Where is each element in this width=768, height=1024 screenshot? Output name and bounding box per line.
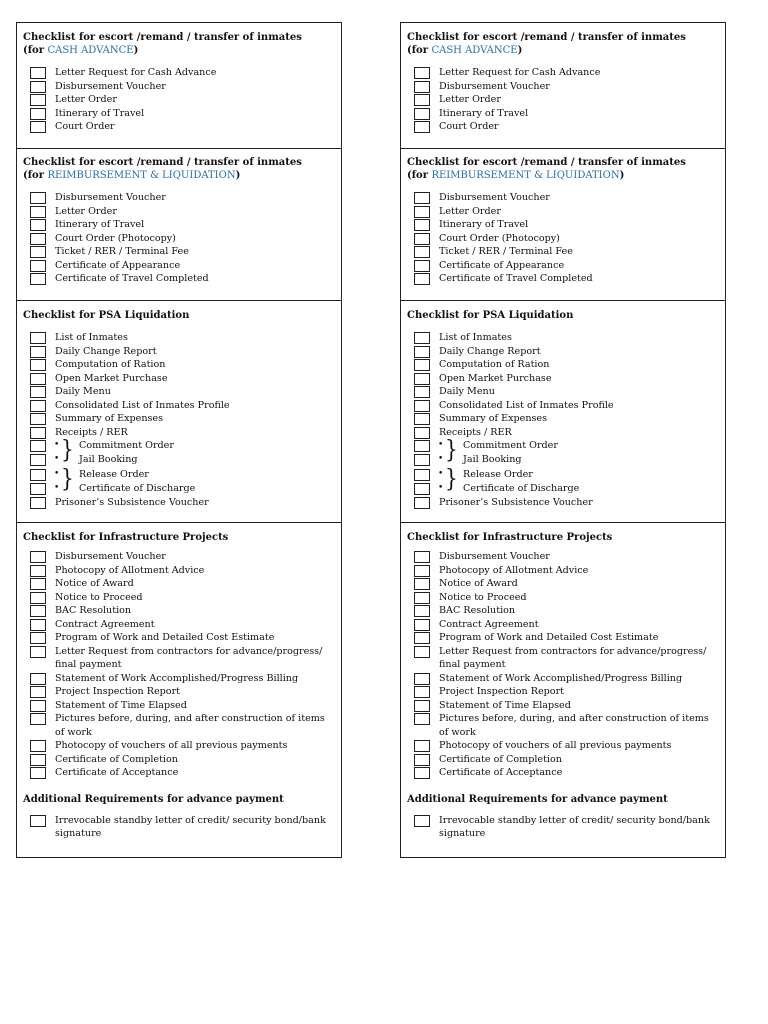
brace-icon: }	[61, 463, 74, 492]
psa-liquidation-section	[401, 301, 725, 523]
checkbox[interactable]	[30, 81, 46, 93]
checkbox[interactable]	[414, 619, 430, 631]
additional-requirements-title: Additional Requirements for advance payment	[407, 793, 668, 805]
section-title: Checklist for escort /remand / transfer of inmates	[407, 157, 686, 168]
checklist-item-label: Statement of Time Elapsed	[439, 699, 571, 711]
checklist-item-label: Ticket / RER / Terminal Fee	[55, 246, 189, 257]
checklist-item-label: Receipts / RER	[439, 426, 512, 438]
checkbox[interactable]	[30, 578, 46, 590]
section-subtitle: (for CASH ADVANCE)	[23, 45, 139, 56]
checklist-item-label: Daily Change Report	[55, 345, 157, 357]
checkbox[interactable]	[414, 260, 430, 272]
checklist-item-label: Jail Booking	[79, 454, 138, 465]
checkbox[interactable]	[414, 192, 430, 204]
checklist-item-label: Disbursement Voucher	[55, 551, 166, 562]
checkbox[interactable]	[30, 686, 46, 698]
checkbox[interactable]	[30, 632, 46, 644]
checklist-item-label: Court Order	[439, 121, 499, 132]
checkbox[interactable]	[414, 767, 430, 779]
checklist-item-label: Prisoner’s Subsistence Voucher	[439, 497, 593, 508]
checkbox[interactable]	[30, 605, 46, 617]
section-title: Checklist for Infrastructure Projects	[23, 532, 229, 543]
checkbox[interactable]	[414, 605, 430, 617]
checkbox[interactable]	[30, 740, 46, 752]
checkbox[interactable]	[30, 373, 46, 385]
checklist-item-label: Commitment Order	[463, 440, 558, 451]
checklist-item-label: Letter Order	[55, 94, 117, 105]
brace-icon: }	[445, 434, 458, 464]
checklist-item-label: Photocopy of vouchers of all previous payments	[439, 740, 672, 751]
section-title: Checklist for escort /remand / transfer of inmates	[407, 32, 686, 43]
checkbox[interactable]	[30, 260, 46, 272]
section-subtitle: (for REIMBURSEMENT & LIQUIDATION)	[407, 170, 625, 181]
checklist-item-label: Photocopy of vouchers of all previous payments	[55, 740, 288, 751]
checkbox[interactable]	[414, 81, 430, 93]
checklist-item-label: Daily Change Report	[439, 345, 541, 357]
checkbox[interactable]	[414, 592, 430, 604]
checkbox[interactable]	[30, 592, 46, 604]
infrastructure-section	[401, 523, 725, 859]
checklist-item-label: Certificate of Discharge	[79, 482, 196, 494]
infrastructure-section	[17, 523, 341, 859]
checkbox[interactable]	[30, 67, 46, 79]
checkbox[interactable]	[414, 754, 430, 766]
checklist-item-label: Open Market Purchase	[55, 372, 168, 384]
checkbox[interactable]	[30, 673, 46, 685]
checkbox[interactable]	[30, 192, 46, 204]
checklist-item-label: Computation of Ration	[55, 359, 166, 370]
checkbox[interactable]	[30, 400, 46, 412]
checklist-card	[400, 22, 726, 858]
checklist-item-label: Notice to Proceed	[439, 591, 527, 603]
checkbox[interactable]	[414, 469, 430, 481]
checkbox[interactable]	[30, 413, 46, 425]
checklist-item-label: Certificate of Discharge	[463, 482, 580, 494]
checkbox[interactable]	[30, 94, 46, 106]
checkbox[interactable]	[414, 632, 430, 644]
checkbox[interactable]	[30, 646, 46, 658]
checkbox[interactable]	[414, 108, 430, 120]
checklist-item-label: Itinerary of Travel	[439, 219, 529, 230]
checkbox[interactable]	[414, 359, 430, 371]
checklist-item-label: Disbursement Voucher	[439, 192, 550, 203]
checklist-item-label: Release Order	[79, 468, 149, 480]
checkbox[interactable]	[414, 386, 430, 398]
checkbox[interactable]	[30, 440, 46, 452]
brace-icon: }	[61, 434, 74, 464]
checklist-item-label-continued: signature	[439, 828, 486, 839]
reimbursement-section	[17, 149, 341, 301]
checklist-item-label: Open Market Purchase	[439, 372, 552, 384]
checklist-item-label: Statement of Time Elapsed	[55, 699, 187, 711]
checklist-item-label: Certificate of Appearance	[439, 259, 565, 271]
checklist-item-label: Itinerary of Travel	[55, 107, 145, 119]
checklist-item-label: Letter Request from contractors for advance/progress/	[55, 645, 323, 657]
section-title: Checklist for Infrastructure Projects	[407, 532, 613, 543]
brace-icon: }	[445, 463, 458, 492]
checkbox[interactable]	[30, 121, 46, 133]
checklist-item-label: Release Order	[463, 468, 533, 480]
checkbox[interactable]	[414, 551, 430, 563]
bullet-icon: •	[54, 454, 60, 464]
checkbox[interactable]	[414, 740, 430, 752]
checkbox[interactable]	[414, 646, 430, 658]
checklist-item-label-continued: of work	[55, 726, 92, 738]
checkbox[interactable]	[414, 219, 430, 231]
checkbox[interactable]	[414, 373, 430, 385]
cash-advance-section	[401, 23, 725, 149]
checklist-item-label: Disbursement Voucher	[439, 80, 550, 92]
checkbox[interactable]	[414, 273, 430, 285]
checklist-item-label: Court Order	[55, 121, 115, 132]
checkbox[interactable]	[414, 413, 430, 425]
checkbox[interactable]	[414, 206, 430, 218]
checklist-item-label: Certificate of Travel Completed	[55, 273, 209, 284]
psa-liquidation-section	[17, 301, 341, 523]
checkbox[interactable]	[414, 246, 430, 258]
checklist-item-label: Prisoner’s Subsistence Voucher	[55, 497, 209, 508]
reimbursement-section	[401, 149, 725, 301]
checklist-item-label: Photocopy of Allotment Advice	[55, 564, 205, 576]
checklist-item-label: Pictures before, during, and after construction of items	[439, 713, 709, 724]
checklist-item-label: Certificate of Acceptance	[439, 767, 563, 778]
checklist-item-label: Letter Request for Cash Advance	[439, 67, 601, 78]
bullet-icon: •	[54, 440, 60, 450]
checklist-item-label: Consolidated List of Inmates Profile	[439, 399, 614, 411]
checklist-item-label: Certificate of Completion	[439, 753, 562, 765]
checklist-item-label: Consolidated List of Inmates Profile	[55, 399, 230, 411]
checklist-item-label: Photocopy of Allotment Advice	[439, 564, 589, 576]
checkbox[interactable]	[30, 815, 46, 827]
checklist-item-label: Contract Agreement	[439, 618, 539, 630]
checkbox[interactable]	[414, 578, 430, 590]
checkbox[interactable]	[414, 565, 430, 577]
checkbox[interactable]	[414, 346, 430, 358]
checklist-item-label: Pictures before, during, and after construction of items	[55, 713, 325, 724]
checkbox[interactable]	[414, 233, 430, 245]
checkbox[interactable]	[30, 497, 46, 509]
checklist-item-label: Jail Booking	[463, 454, 522, 465]
checklist-item-label: Letter Order	[55, 205, 117, 217]
checkbox[interactable]	[30, 233, 46, 245]
bullet-icon: •	[438, 482, 444, 493]
checklist-item-label: Receipts / RER	[55, 426, 128, 438]
checklist-item-label: Daily Menu	[55, 386, 111, 397]
checkbox[interactable]	[30, 386, 46, 398]
checklist-item-label: Irrevocable standby letter of credit/ security bond/bank	[439, 814, 710, 826]
bullet-icon: •	[54, 468, 60, 479]
section-title: Checklist for PSA Liquidation	[23, 310, 190, 321]
checkbox[interactable]	[30, 469, 46, 481]
section-title: Checklist for escort /remand / transfer of inmates	[23, 32, 302, 43]
checklist-item-label: BAC Resolution	[439, 605, 516, 616]
checkbox[interactable]	[414, 673, 430, 685]
checkbox[interactable]	[30, 565, 46, 577]
checklist-item-label: Irrevocable standby letter of credit/ security bond/bank	[55, 814, 326, 826]
checkbox[interactable]	[30, 273, 46, 285]
checklist-item-label: Court Order (Photocopy)	[439, 232, 560, 244]
checkbox[interactable]	[414, 121, 430, 133]
checkbox[interactable]	[414, 713, 430, 725]
checklist-item-label: Notice to Proceed	[55, 591, 143, 603]
checkbox[interactable]	[30, 346, 46, 358]
checklist-item-label: List of Inmates	[439, 332, 512, 343]
section-subtitle: (for CASH ADVANCE)	[407, 45, 523, 56]
section-subtitle: (for REIMBURSEMENT & LIQUIDATION)	[23, 170, 241, 181]
checklist-item-label: Summary of Expenses	[55, 413, 164, 424]
checkbox[interactable]	[30, 108, 46, 120]
section-title: Checklist for escort /remand / transfer of inmates	[23, 157, 302, 168]
checkbox[interactable]	[414, 686, 430, 698]
bullet-icon: •	[54, 482, 60, 493]
checklist-item-label: Program of Work and Detailed Cost Estimate	[55, 632, 275, 643]
checkbox[interactable]	[30, 619, 46, 631]
section-title: Checklist for PSA Liquidation	[407, 310, 574, 321]
checkbox[interactable]	[414, 67, 430, 79]
checklist-item-label: Project Inspection Report	[55, 686, 181, 697]
checklist-item-label: Certificate of Travel Completed	[439, 273, 593, 284]
checkbox[interactable]	[30, 454, 46, 466]
checklist-item-label-continued: final payment	[55, 659, 122, 670]
checklist-item-label: Commitment Order	[79, 440, 174, 451]
bullet-icon: •	[438, 468, 444, 479]
checkbox[interactable]	[30, 713, 46, 725]
checklist-item-label: Certificate of Appearance	[55, 259, 181, 271]
checklist-item-label: Program of Work and Detailed Cost Estimate	[439, 632, 659, 643]
checkbox[interactable]	[414, 332, 430, 344]
additional-requirements-title: Additional Requirements for advance payment	[23, 793, 284, 805]
checkbox[interactable]	[30, 219, 46, 231]
checklist-item-label: Contract Agreement	[55, 618, 155, 630]
checklist-item-label: Certificate of Completion	[55, 753, 178, 765]
checklist-item-label: Letter Request for Cash Advance	[55, 67, 217, 78]
checkbox[interactable]	[30, 700, 46, 712]
bullet-icon: •	[438, 454, 444, 464]
checklist-item-label: Letter Order	[439, 205, 501, 217]
checklist-item-label: Disbursement Voucher	[55, 192, 166, 203]
checkbox[interactable]	[30, 359, 46, 371]
checkbox[interactable]	[414, 497, 430, 509]
checklist-item-label: Daily Menu	[439, 386, 495, 397]
checkbox[interactable]	[414, 700, 430, 712]
checkbox[interactable]	[30, 483, 46, 495]
checklist-item-label-continued: of work	[439, 726, 476, 738]
checklist-item-label: Letter Request from contractors for advance/progress/	[439, 645, 707, 657]
checklist-item-label: Disbursement Voucher	[439, 551, 550, 562]
checklist-item-label: Computation of Ration	[439, 359, 550, 370]
checklist-item-label: Summary of Expenses	[439, 413, 548, 424]
checkbox[interactable]	[30, 551, 46, 563]
checklist-item-label: Notice of Award	[55, 578, 134, 589]
checkbox[interactable]	[30, 246, 46, 258]
checklist-card	[16, 22, 342, 858]
checklist-item-label-continued: final payment	[439, 659, 506, 670]
checklist-item-label-continued: signature	[55, 828, 102, 839]
checklist-item-label: Court Order (Photocopy)	[55, 232, 176, 244]
checkbox[interactable]	[414, 815, 430, 827]
checklist-item-label: Ticket / RER / Terminal Fee	[439, 246, 573, 257]
checklist-item-label: Notice of Award	[439, 578, 518, 589]
checklist-item-label: Itinerary of Travel	[55, 219, 145, 230]
checkbox[interactable]	[30, 332, 46, 344]
checklist-item-label: Itinerary of Travel	[439, 107, 529, 119]
checkbox[interactable]	[414, 94, 430, 106]
checkbox[interactable]	[414, 483, 430, 495]
checkbox[interactable]	[30, 754, 46, 766]
checklist-item-label: Disbursement Voucher	[55, 80, 166, 92]
checklist-item-label: Statement of Work Accomplished/Progress Billing	[439, 672, 683, 684]
checklist-item-label: Letter Order	[439, 94, 501, 105]
checkbox[interactable]	[414, 454, 430, 466]
checklist-item-label: Certificate of Acceptance	[55, 767, 179, 778]
bullet-icon: •	[438, 440, 444, 450]
checklist-item-label: Statement of Work Accomplished/Progress Billing	[55, 672, 299, 684]
checkbox[interactable]	[414, 427, 430, 439]
cash-advance-section	[17, 23, 341, 149]
checklist-item-label: BAC Resolution	[55, 605, 132, 616]
checkbox[interactable]	[414, 400, 430, 412]
checkbox[interactable]	[414, 440, 430, 452]
checklist-item-label: Project Inspection Report	[439, 686, 565, 697]
checkbox[interactable]	[30, 206, 46, 218]
checkbox[interactable]	[30, 427, 46, 439]
checklist-item-label: List of Inmates	[55, 332, 128, 343]
checkbox[interactable]	[30, 767, 46, 779]
